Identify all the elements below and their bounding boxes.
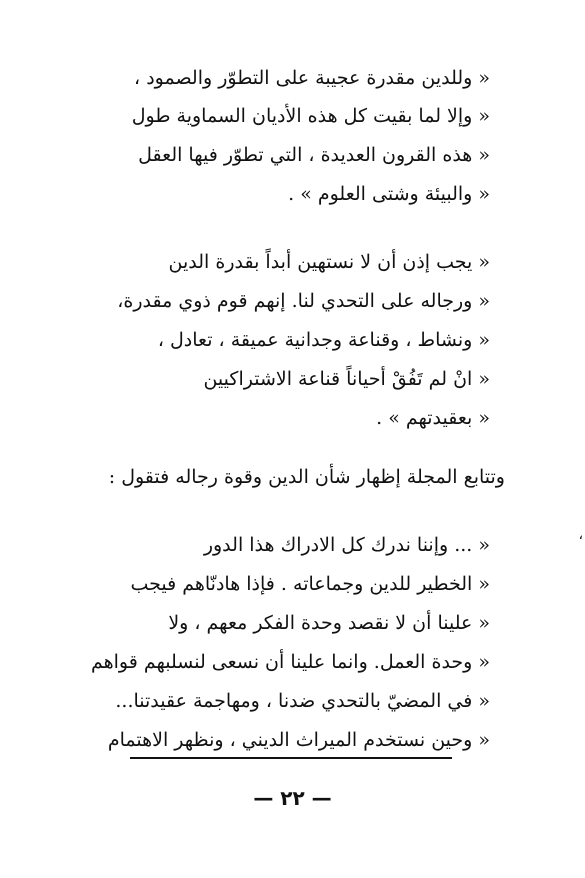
text-line: « ورجاله على التحدي لنا. إنهم قوم ذوي مقدرة، [117,290,490,312]
text-line: « بعقيدتهم » . [376,407,490,429]
text-line: « والبيئة وشتى العلوم » . [288,183,490,205]
text-line: « وإلا لما بقيت كل هذه الأديان السماوية طول [131,105,490,127]
text-line: « في المضيّ بالتحدي ضدنا ، ومهاجمة عقيدتنا... [115,690,490,712]
text-line: « هذه القرون العديدة ، التي تطوّر فيها العقل [138,144,490,166]
text-line: « وللدين مقدرة عجيبة على التطوّر والصمود ، [134,67,490,89]
margin-mark: ، [578,527,583,543]
text-line: « انْ لم تَفُقْ أحياناً قناعة الاشتراكيين [203,368,490,390]
text-line: « يجب إذن أن لا نستهين أبداً بقدرة الدين [168,251,490,273]
text-line: « ... وإننا ندرك كل الادراك هذا الدور [203,534,490,556]
text-line: « ونشاط ، وقناعة وجدانية عميقة ، تعادل ، [157,329,490,351]
footer-rule [130,757,452,759]
text-line: « وحدة العمل. وانما علينا أن نسعى لنسلبهم قواهم [90,651,490,673]
text-line: « علينا أن لا نقصد وحدة الفكر معهم ، ولا [168,612,490,634]
text-line: « وحين نستخدم الميراث الديني ، ونظهر الاهتمام [107,729,490,751]
text-line: « الخطير للدين وجماعاته . فإذا هادنّاهم فيجب [130,573,490,595]
intro-line: وتتابع المجلة إظهار شأن الدين وقوة رجاله فتقول : [108,466,505,488]
page-number: — ٢٢ — [253,786,332,810]
